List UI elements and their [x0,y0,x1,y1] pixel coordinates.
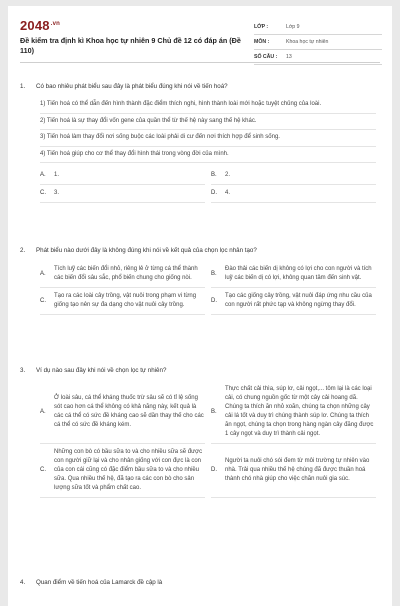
option-c[interactable] [40,288,205,315]
option-letter: B. [211,270,217,277]
option-letter: B. [211,172,217,178]
option-grid [40,261,376,315]
document-page [8,6,392,606]
question-2 [20,246,380,315]
meta-table [254,20,382,65]
option-letter: A. [40,270,46,277]
option-c[interactable] [40,444,205,498]
statement-list [40,97,376,163]
statement-item: 2) Tiến hoá là sự thay đổi vốn gene của quần thể từ thế hệ này sang thế hệ khác. [40,114,376,131]
option-b[interactable] [211,261,376,288]
question-stem [20,246,380,255]
meta-value: Khoa học tự nhiên [286,39,329,45]
option-a[interactable] [40,381,205,444]
option-grid [40,381,376,498]
statement-item: 4) Tiến hoá giúp cho cơ thể thay đổi hình thái trong vòng đời của mình. [40,147,376,164]
logo-suffix: .vn [50,20,61,27]
option-a[interactable] [40,167,205,185]
option-letter: D. [211,190,217,196]
option-text: 1. [54,172,60,178]
option-letter: D. [211,297,217,304]
meta-label: MÔN : [254,39,270,45]
option-grid [40,167,376,203]
question-number: 3. [20,367,26,374]
meta-value: 13 [286,54,292,60]
option-d[interactable] [211,288,376,315]
meta-label: SỐ CÂU : [254,54,278,60]
site-logo[interactable] [20,18,60,33]
question-number: 1. [20,83,26,90]
option-a[interactable] [40,261,205,288]
option-text: Đào thải các biến dị không có lợi cho con người và tích luỹ các biến dị có lợi, không quan tâm đến sinh vật. [225,266,372,281]
question-text: Quan điểm về tiến hoá của Lamarck đề cập là [36,579,163,586]
option-letter: C. [40,467,46,473]
question-number: 4. [20,579,26,586]
meta-row-class [254,20,382,35]
option-d[interactable] [211,185,376,203]
question-1 [20,82,380,203]
meta-label: LỚP : [254,24,269,30]
option-letter: C. [40,297,46,304]
question-text: Phát biểu nào dưới đây là không đúng khi nói về kết quả của chọn lọc nhân tạo? [36,247,257,254]
question-text: Có bao nhiêu phát biểu sau đây là phát biểu đúng khi nói về tiến hoá? [36,83,228,90]
option-b[interactable] [211,381,376,444]
question-stem [20,578,380,587]
option-letter: A. [40,408,46,415]
option-d[interactable] [211,444,376,498]
option-text: Thực chất cải thìa, súp lơ, cải ngọt,... tôm lại là các loại cải, có chung nguồn gốc từ một cây cải hoang dã. Chúng ta thích ăn nhỏ xoăn, chúng ta chọn những cây cải lá tốt và duy trì chúng thành súp lơ. Chúng ta thích ăn ngọt, chúng ta chọn trong hàng ngàn cây đăng được 1 cây ngọt và duy trì thành cải ngọt. [225,386,374,437]
option-letter: D. [211,467,217,473]
meta-row-subject [254,35,382,50]
option-text: 2. [225,172,231,178]
question-text: Ví dụ nào sau đây khi nói về chọn lọc tự nhiên? [36,367,167,374]
question-stem [20,366,380,375]
option-text: Người ta nuôi chó sói đem từ môi trường tự nhiên vào nhà. Trải qua nhiều thế hệ chúng đã được thuần hoá thành chó nhà giúp cho việc chăn nuôi gia súc. [225,458,370,482]
question-3 [20,366,380,498]
option-b[interactable] [211,167,376,185]
option-text: Những con bò có bầu sữa to và cho nhiều sữa sẽ được con người giữ lại và cho nhân giống với con đực là con của con cái cũng có đặc điểm bầu sữa to và cho nhiều sữa. Qua nhiều thế hệ, đã tạo ra các con bò cho sản lượng sữa tốt và phẩm chất cao. [54,449,203,491]
option-text: Tạo các giống cây trồng, vật nuôi đáp ứng nhu cầu của con người rất phức tạp và không ngừng thay đổi. [225,293,372,308]
question-stem [20,82,380,91]
question-4 [20,578,380,587]
option-text: 4. [225,190,231,196]
question-number: 2. [20,247,26,254]
option-text: Tạo ra các loài cây trồng, vật nuôi trong phạm vi từng giống tạo nên sự đa dạng cho vật nuôi cây trồng. [54,293,197,308]
option-text: 3. [54,190,60,196]
logo-text: 2048 [20,18,50,33]
option-text: Ở loài sâu, cá thể kháng thuốc trừ sâu sẽ có tỉ lệ sống sót cao hơn cá thể không có khả năng này, kết quả là các cá thể có sức đề kháng cao sẽ dần thay thế cho các cá thể có sức đề kháng kém. [54,395,204,428]
header-divider [20,62,380,63]
option-letter: B. [211,408,217,415]
option-letter: A. [40,172,46,178]
option-text: Tích luỹ các biến đổi nhỏ, riêng lẻ ở từng cá thể thành các biến đổi sâu sắc, phổ biến chung cho giống nòi. [54,266,198,281]
statement-item: 1) Tiến hoá có thể dẫn đến hình thành đặc điểm thích nghi, hình thành loài mới hoặc tuyệt chủng của loài. [40,97,376,114]
page-title: Đề kiểm tra định kì Khoa học tự nhiên 9 Chủ đề 12 có đáp án (Đề 110) [20,36,241,55]
statement-item: 3) Tiến hoá làm thay đổi nơi sống buộc các loài phải di cư đến nơi thích hợp để sinh sống. [40,130,376,147]
option-letter: C. [40,190,46,196]
option-c[interactable] [40,185,205,203]
meta-value: Lớp 9 [286,24,300,30]
